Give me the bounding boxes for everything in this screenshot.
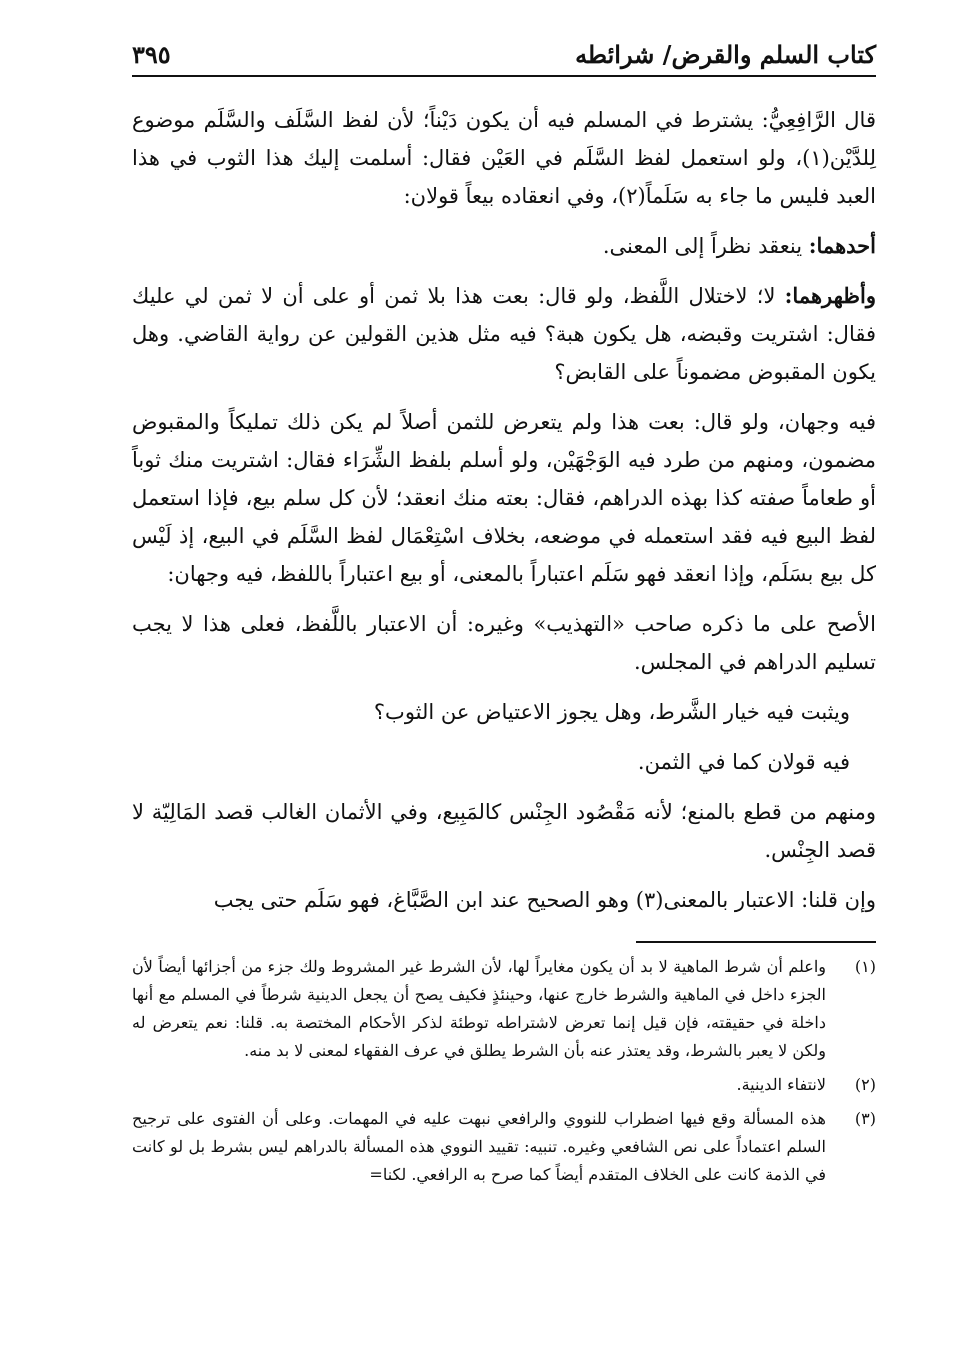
footnote-2 [132,1071,876,1099]
paragraph-4: فيه وجهان، ولو قال: بعت هذا ولم يتعرض للثمن أصلاً لم يكن ذلك تمليكاً والمقبوض مضمون، ومنهم من طرد فيه الوَجْهَيْن، ولو أسلم بلفظ الشِّرَاء فقال: اشتريت منك ثوباً أو طعاماً صفته كذا بهذه الدراهم، فقال: بعته منك انعقد؛ لأن كل سلم بيع، فإذا استعمل لفظ البيع فيه فقد استعمله في موضعه، بخلاف اسْتِعْمَال لفظ السَّلَم في البيع، إذ لَيْس كل بيع بسَلَم، وإذا انعقد فهو سَلَم اعتباراً بالمعنى، أو بيع اعتباراً باللفظ، فيه وجهان: [132,410,876,586]
footnote-number: (٣) [854,1109,876,1128]
footnote-text: هذه المسألة وقع فيها اضطراب للنووي والرافعي نبهت عليه في المهمات. وعلى أن الفتوى على ترجيح السلم اعتماداً على نص الشافعي وغيره. تنبيه: تقييد النووي هذه المسألة بالدراهم ليس بشرط بل لو كانت في الذمة كانت على الخلاف المتقدم أيضاً كما صرح به الرافعي. لكنا= [132,1109,826,1184]
footnote-number: (٢) [854,1075,876,1094]
footnote-3 [132,1105,876,1189]
chapter-title: كتاب السلم والقرض/ شرائطه [575,40,876,69]
paragraph-6: ويثبت فيه خيار الشَّرط، وهل يجوز الاعتياض عن الثوب؟ [373,700,850,724]
paragraph-7: فيه قولان كما في الثمن. [637,750,850,774]
running-header [132,40,876,77]
paragraph-1: قال الرَّافِعِيُّ: يشترط في المسلم فيه أن يكون دَيْناً؛ لأن لفظ السَّلَف والسَّلَم موضوع لِلدَّيْن(١)، ولو استعمل لفظ السَّلَم في العَيْن فقال: أسلمت إليك هذا الثوب في هذا العبد فليس ما جاء به سَلَماً(٢)، وفي انعقاده بيعاً قولان: [132,108,876,208]
main-text [132,101,876,919]
footnotes [132,953,876,1189]
paragraph-3: وأظهرهما: لا؛ لاختلال اللَّفظ، ولو قال: بعت هذا بلا ثمن أو على أن لا ثمن لي عليك فقال: اشتريت وقبضه، هل يكون هبة؟ فيه مثل هذين القولين عن رواية القاضي. وهل يكون المقبوض مضموناً على القابض؟ [132,283,876,384]
paragraph-5: الأصح على ما ذكره صاحب «التهذيب» وغيره: أن الاعتبار باللَّفظ، فعلى هذا لا يجب تسليم الدراهم في المجلس. [132,612,876,674]
paragraph-8: ومنهم من قطع بالمنع؛ لأنه مَقْصُود الجِنْس كالمَبِيع، وفي الأثمان الغالب قصد المَالِيّة لا قصد الجِنْس. [132,800,876,862]
footnote-1 [132,953,876,1065]
footnote-text: واعلم أن شرط الماهية لا بد أن يكون مغايراً لها، لأن الشرط غير المشروط ولك جزء من أجزائها أيضاً لأن الجزء داخل في الماهية والشرط خارج عنها، وحينئذٍ فكيف يصح أن يجعل الدينية شرطاً في المسلم مع أنها داخلة في حقيقته، فإن قيل إنما تعرض لاشتراطه توطئة لذكر الأحكام المختصة به. قلنا: نعم يتعرض له ولكن لا يعبر بالشرط، وقد يعتذر عنه بأن الشرط يطلق في عرف الفقهاء لمعنى لا بد منه. [132,957,826,1060]
paragraph-9: وإن قلنا: الاعتبار بالمعنى(٣) وهو الصحيح عند ابن الصَّبَّاغ، فهو سَلَم حتى يجب [213,888,876,912]
footnote-number: (١) [854,957,876,976]
paragraph-lead: أحدهما: [808,233,876,258]
footnote-separator [636,941,876,943]
paragraph-lead: وأظهرهما: [784,283,876,308]
footnote-text: لانتفاء الدينية. [736,1075,826,1094]
paragraph-2: أحدهما: ينعقد نظراً إلى المعنى. [602,233,876,258]
page-number: ٣٩٥ [132,40,171,69]
